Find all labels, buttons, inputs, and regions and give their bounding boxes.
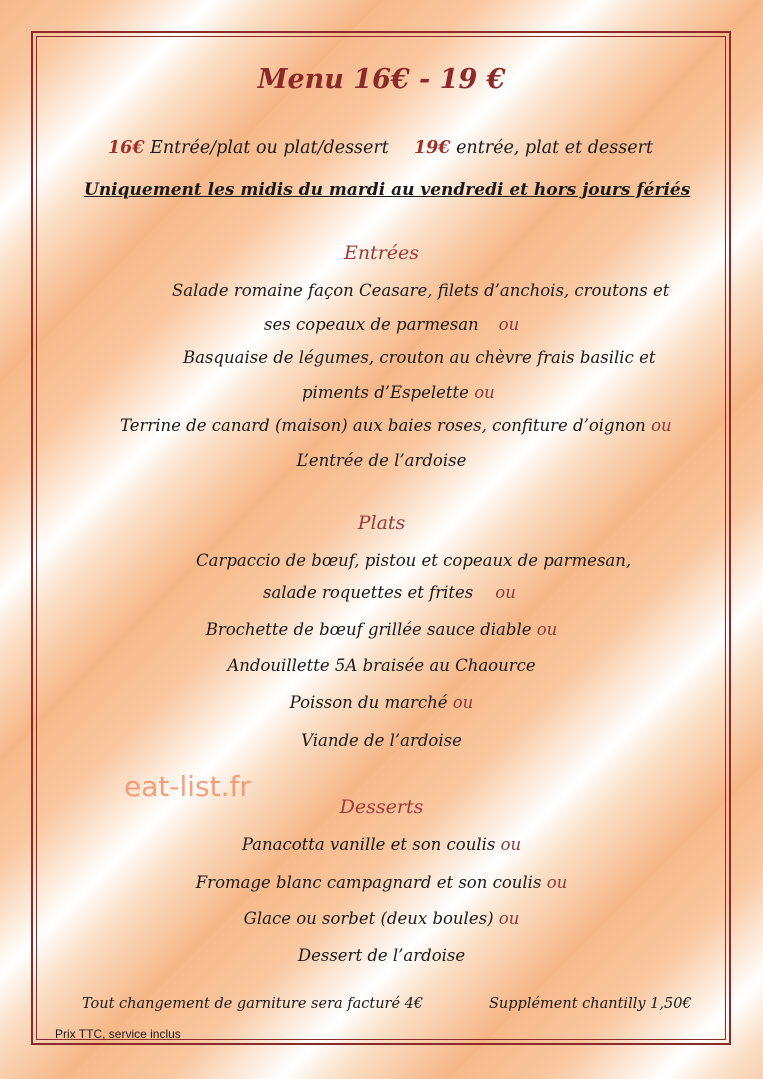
offer-price-19: 19€ [413,138,451,158]
chantilly-supplement-note: Supplément chantilly 1,50€ [489,996,692,1012]
offer-price-16: 16€ [108,138,145,158]
plat-item-3: Andouillette 5A braisée au Chaource [227,656,536,675]
plat-item-5: Viande de l’ardoise [301,731,462,750]
plat-item-2: Brochette de bœuf grillée sauce diable ou [205,620,558,639]
entree-item-1-line-1: Salade romaine façon Ceasare, filets d’anchois, croutons et [172,281,670,300]
entree-item-3: Terrine de canard (maison) aux baies roses, confiture d’oignon ou [120,416,672,435]
offer-line [108,138,653,158]
or-word: ou [474,383,495,402]
or-word: ou [651,416,672,435]
offer-text-19: entrée, plat et dessert [456,138,653,158]
garnish-change-note: Tout changement de garniture sera facturé 4€ [82,996,424,1012]
entree-item-4: L’entrée de l’ardoise [296,451,467,470]
dessert-item-2: Fromage blanc campagnard et son coulis ou [195,873,568,892]
watermark-text: eat-list.fr [124,770,251,803]
dessert-item-4: Dessert de l’ardoise [297,946,466,965]
plat-item-1-line-2: salade roquettes et frites ou [263,583,516,602]
availability-notice: Uniquement les midis du mardi au vendredi et hors jours fériés [84,180,691,200]
or-word: ou [498,909,520,928]
menu-title: Menu 16€ - 19 € [257,64,506,95]
or-word: ou [495,583,516,602]
or-word: ou [536,620,558,639]
entree-item-2-line-2: piments d’Espelette ou [302,383,495,402]
section-plats-heading: Plats [357,512,406,534]
section-entrees-heading: Entrées [343,242,420,264]
or-word: ou [498,315,520,334]
offer-text-16: Entrée/plat ou plat/dessert [150,138,389,158]
dessert-item-3: Glace ou sorbet (deux boules) ou [243,909,520,928]
tax-note: Prix TTC, service inclus [55,1027,181,1041]
or-word: ou [546,873,568,892]
plat-item-1-line-1: Carpaccio de bœuf, pistou et copeaux de parmesan, [196,551,632,570]
entree-item-1-line-2: ses copeaux de parmesan ou [264,315,520,334]
dessert-item-1: Panacotta vanille et son coulis ou [241,835,522,854]
section-desserts-heading: Desserts [339,796,424,818]
entree-item-2-line-1: Basquaise de légumes, crouton au chèvre frais basilic et [183,348,656,367]
plat-item-4: Poisson du marché ou [289,693,474,712]
or-word: ou [500,835,522,854]
or-word: ou [452,693,474,712]
